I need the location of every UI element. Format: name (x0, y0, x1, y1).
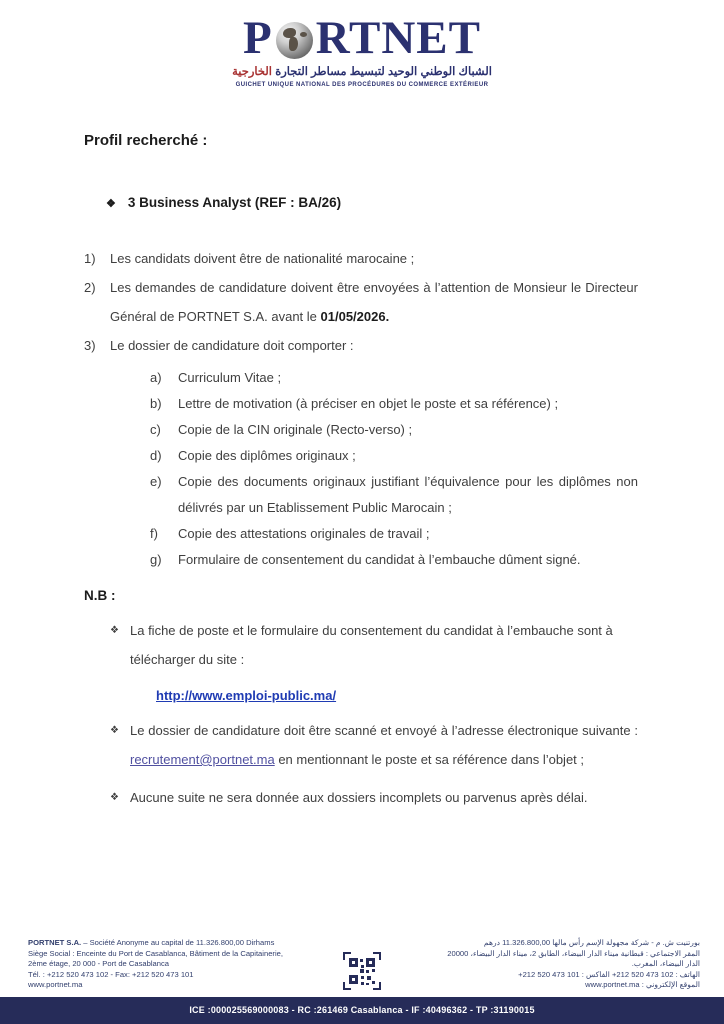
lettered-list (150, 365, 638, 573)
list-item: b) Lettre de motivation (à préciser en objet le poste et sa référence) ; (150, 396, 559, 411)
list-item: g) Formulaire de consentement du candidat à l’embauche dûment signé. (150, 552, 581, 567)
footer-line: Siège Social : Enceinte du Port de Casablanca, Bâtiment de la Capitainerie, (28, 948, 283, 958)
footer-company-info-ar (440, 938, 700, 991)
item-number: 1) (84, 251, 96, 266)
page-title: Profil recherché : (84, 132, 208, 149)
download-link-row (156, 681, 638, 710)
globe-icon (276, 22, 313, 59)
list-item (84, 244, 638, 273)
footer-website[interactable]: www.portnet.ma (28, 980, 83, 990)
qr-code (343, 952, 381, 990)
deadline-date: 01/05/2026 (320, 309, 386, 324)
recruitment-email-link[interactable]: recrutement@portnet.ma (130, 752, 275, 767)
item-text: Les demandes de candidature doivent être envoyées à l’attention de Monsieur le Directeur Général de PORTNET S.A. avant le 01/05/2026. (110, 280, 638, 324)
footer-company-info-fr (28, 938, 298, 991)
list-item: e) Copie des documents originaux justifiant l’équivalence pour les diplômes non délivrés par un Etablissement Public Marocain ; (150, 474, 638, 515)
footer-line: المقر الاجتماعي : قبطانية ميناء الدار البيضاء، الطابق 2، ميناء الدار البيضاء، 20000 (447, 948, 700, 958)
logo-tagline-arabic: الشباك الوطني الوحيد لتبسيط مساطر التجارة الخارجية (232, 66, 492, 78)
position-heading (106, 195, 638, 210)
item-number: 3) (84, 338, 96, 353)
footer-line: بورتنيت ش. م - شركة مجهولة الإسم رأس مالها 11.326.800,00 درهم (483, 938, 700, 948)
portnet-wordmark (0, 14, 724, 62)
list-item: a) Curriculum Vitae ; (150, 370, 282, 385)
emploi-public-link[interactable]: http://www.emploi-public.ma/ (156, 688, 337, 703)
tagline-arabic-red-word: الخارجية (232, 66, 273, 78)
diamond-bullet-icon: ❖ (110, 792, 119, 803)
item-text: Le dossier de candidature doit comporter : (110, 338, 354, 353)
diamond-bullet-icon: ❖ (110, 725, 119, 736)
diamond-bullet-icon: ❖ (110, 625, 119, 636)
footer-line: 2ème étage, 20 000 - Port de Casablanca (28, 959, 169, 969)
footer-line: Tél. : +212 520 473 102 - Fax: +212 520 473 101 (28, 969, 194, 979)
logo-tagline-french: GUICHET UNIQUE NATIONAL DES PROCÉDURES DU COMMERCE EXTÉRIEUR (235, 82, 489, 88)
item-number: 2) (84, 280, 96, 295)
list-item: f) Copie des attestations originales de travail ; (150, 526, 430, 541)
note-item: ❖ Le dossier de candidature doit être scanné et envoyé à l’adresse électronique suivante : recrutement@portnet.ma en mentionnant le poste et sa référence dans l’objet ; (110, 716, 638, 774)
position-label: 3 Business Analyst (REF : BA/26) (127, 195, 342, 210)
wordmark-left: P (243, 12, 273, 64)
notes-list (110, 616, 638, 807)
item-text: Les candidats doivent être de nationalité marocaine ; (110, 251, 415, 266)
footer-line: الدار البيضاء، المغرب. (631, 959, 700, 969)
footer-line: الهاتف : 102 473 520 212+ الفاكس : 101 473 520 212+ (518, 969, 700, 979)
diamond-bullet-icon: ❖ (106, 198, 116, 210)
nb-heading: N.B : (84, 588, 116, 603)
footer-website[interactable]: الموقع الإلكتروني : www.portnet.ma (585, 980, 700, 990)
portnet-logo (0, 14, 724, 88)
list-item (84, 331, 638, 360)
note-item: ❖ La fiche de poste et le formulaire du consentement du candidat à l’embauche sont à télécharger du site : (110, 616, 638, 674)
list-item: c) Copie de la CIN originale (Recto-verso) ; (150, 422, 413, 437)
list-item (84, 273, 638, 331)
note-item: ❖ Aucune suite ne sera donnée aux dossiers incomplets ou parvenus après délai. (110, 790, 588, 805)
footer-line: PORTNET S.A. – Société Anonyme au capital de 11.326.800,00 Dirhams (28, 938, 275, 948)
document-body (0, 132, 724, 807)
list-item: d) Copie des diplômes originaux ; (150, 448, 356, 463)
wordmark-right: RTNET (315, 12, 481, 64)
legal-registration-bar: ICE :000025569000083 - RC :261469 Casablanca - IF :40496362 - TP :31190015 (0, 997, 724, 1024)
numbered-list (84, 244, 638, 360)
